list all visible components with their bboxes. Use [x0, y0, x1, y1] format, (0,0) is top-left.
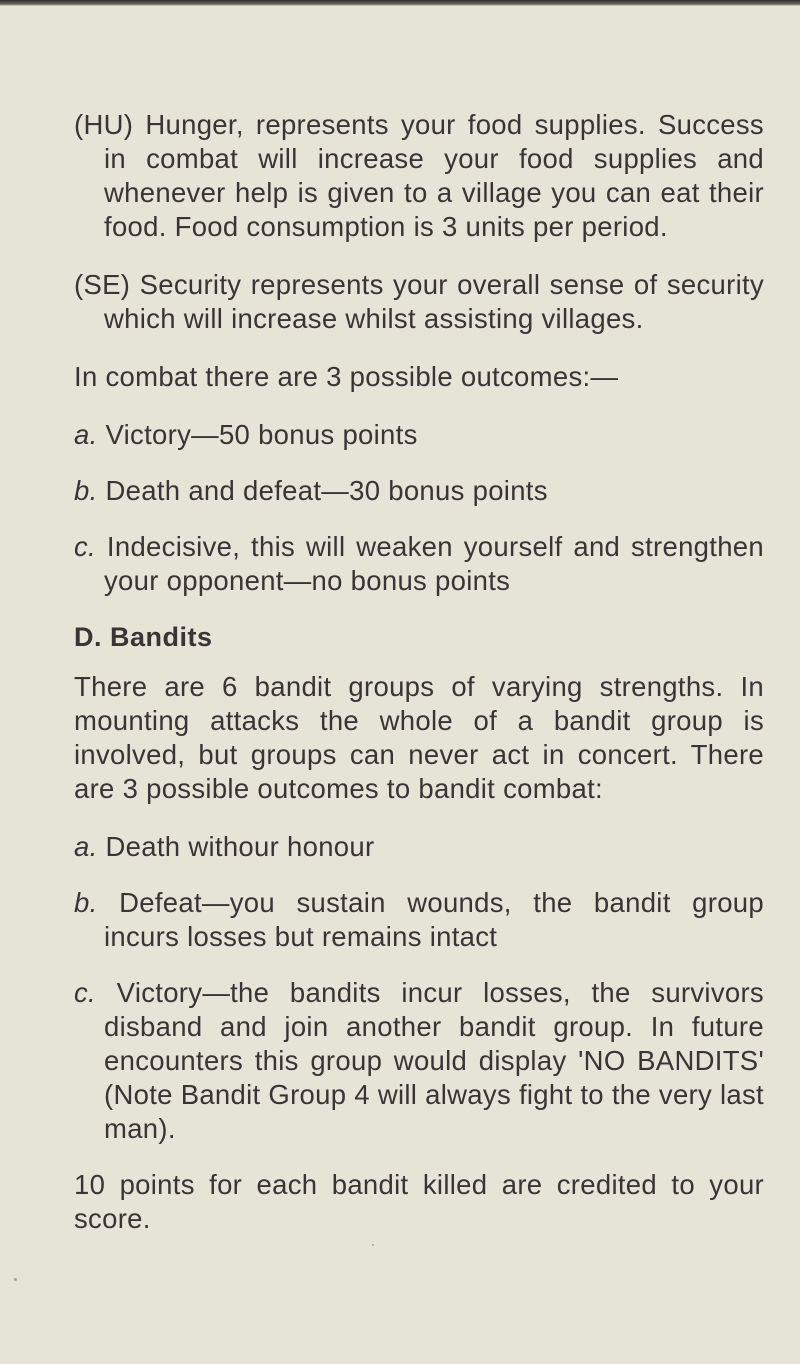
list-marker: b. [74, 475, 98, 506]
list-marker: b. [74, 887, 98, 918]
outcome-text: Indecisive, this will weaken yourself and strengthen your opponent—no bonus points [104, 531, 764, 596]
list-marker: a. [74, 831, 98, 862]
page-top-edge [0, 0, 800, 6]
list-marker: a. [74, 419, 98, 450]
section-heading-bandits: D. Bandits [74, 622, 213, 652]
combat-outcome-b [74, 474, 764, 508]
bandit-outcome-a [74, 830, 764, 864]
outcome-text: Death and defeat—30 bonus points [105, 475, 548, 506]
hunger-paragraph: (HU) Hunger, represents your food supplies. Success in combat will increase your food supplies and whenever help is given to a village you can eat their food. Food consumption is 3 units per period. [74, 109, 764, 242]
security-paragraph: (SE) Security represents your overall sense of security which will increase whilst assisting villages. [74, 269, 764, 334]
combat-intro: In combat there are 3 possible outcomes:— [74, 361, 619, 392]
outcome-text: Defeat—you sustain wounds, the bandit group incurs losses but remains intact [104, 887, 764, 952]
paper-speck [372, 1244, 374, 1246]
combat-outcome-a [74, 418, 764, 452]
list-marker: c. [74, 531, 96, 562]
list-marker: c. [74, 977, 96, 1008]
document-page [74, 108, 764, 1260]
bandit-outcome-b [74, 886, 764, 954]
combat-outcome-c [74, 530, 764, 598]
bandit-outcome-c [74, 976, 764, 1146]
bandits-intro: There are 6 bandit groups of varying strengths. In mounting attacks the whole of a bandit group is involved, but groups can never act in concert. There are 3 possible outcomes to bandit combat: [74, 671, 764, 804]
outcome-text: Victory—50 bonus points [105, 419, 418, 450]
scoring-paragraph: 10 points for each bandit killed are credited to your score. [74, 1169, 764, 1234]
outcome-text: Death withour honour [105, 831, 375, 862]
outcome-text: Victory—the bandits incur losses, the survivors disband and join another bandit group. In future encounters this group would display 'NO BANDITS' (Note Bandit Group 4 will always fight to the very last man). [104, 977, 764, 1144]
paper-speck [14, 1278, 17, 1281]
